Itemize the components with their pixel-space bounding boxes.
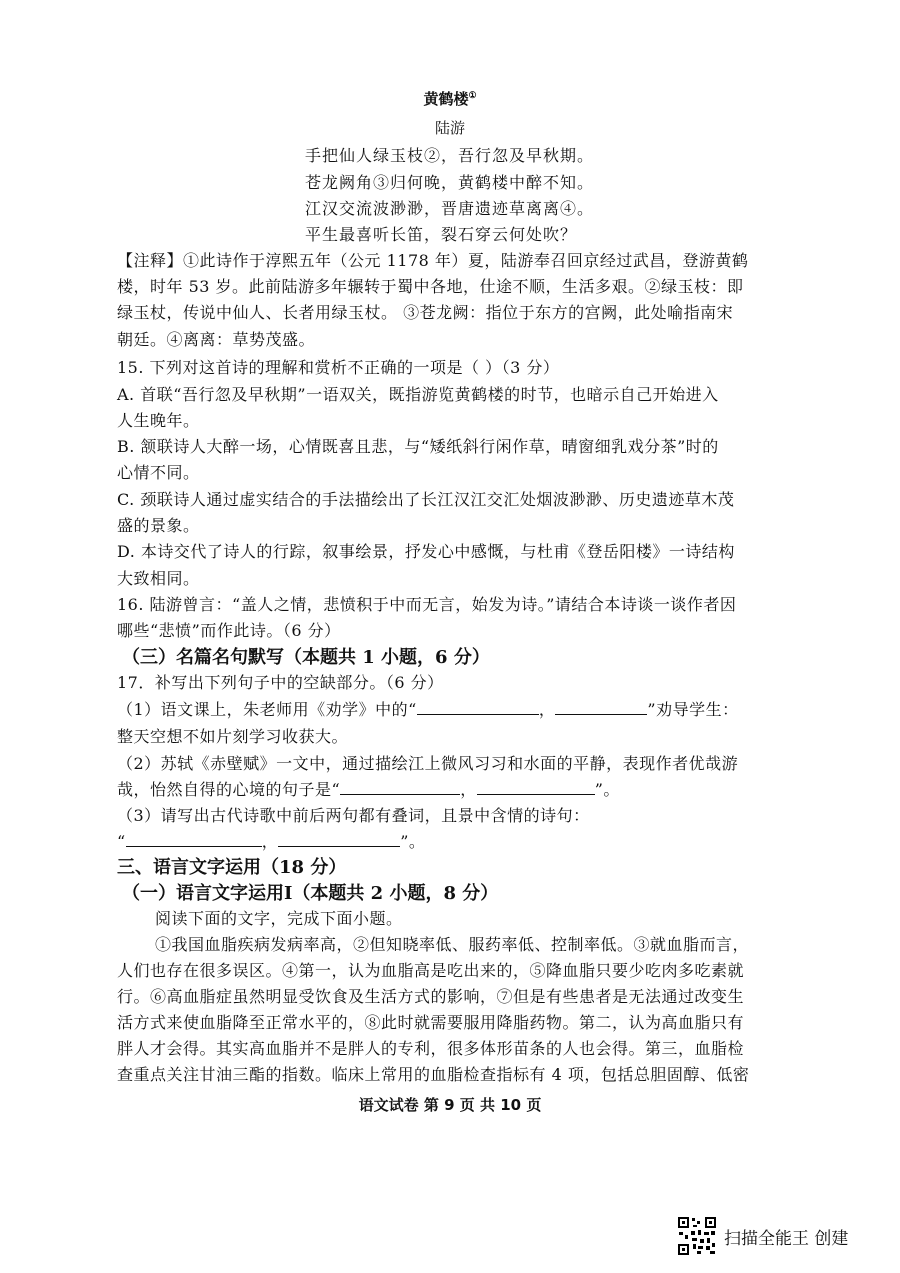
q17-p1-sep: ，: [538, 700, 556, 719]
q17-part2: （2）苏轼《赤壁赋》一文中，通过描绘江上微风习习和水面的平静，表现作者优哉游: [117, 754, 739, 773]
answer-blank[interactable]: [126, 831, 262, 847]
q15-option: 心情不同。: [117, 463, 200, 482]
q17-part1: [117, 697, 739, 720]
passage-line: 查重点关注甘油三酯的指数。临床上常用的血脂检查指标有 4 项，包括总胆固醇、低密: [117, 1065, 750, 1084]
q16-line: 哪些“悲愤”而作此诗。（6 分）: [117, 621, 341, 640]
q17-p2-text: 哉，怡然自得的心境的句子是“: [117, 780, 341, 799]
q17-part3: （3）请写出古代诗歌中前后两句都有叠词，且景中含情的诗句：: [117, 806, 590, 825]
q17-p1-text-end: ”劝导学生：: [647, 700, 739, 719]
q15-option: 大致相同。: [117, 569, 200, 588]
poem-line: 苍龙阙角③归何晚，黄鹤楼中醉不知。: [305, 173, 595, 192]
passage-line: 人们也存在很多误区。④第一，认为血脂高是吃出来的，⑤降血脂只要少吃肉多吃素就: [117, 961, 745, 980]
note-line: 朝廷。④离离：草势茂盛。: [117, 330, 316, 349]
q15-option: A. 首联“吾行忽及早秋期”一语双关，既指游览黄鹤楼的时节，也暗示自己开始进入: [117, 385, 719, 404]
answer-blank[interactable]: [340, 779, 460, 795]
q15-option: 盛的景象。: [117, 516, 200, 535]
q17-p2-text-end: ”。: [594, 780, 620, 799]
section-heading-recitation: （三）名篇名句默写（本题共 1 小题，6 分）: [122, 647, 490, 668]
note-line: 绿玉杖，传说中仙人、长者用绿玉杖。 ③苍龙阙：指位于东方的宫阙，此处喻指南宋: [117, 303, 734, 322]
q15-option: C. 颈联诗人通过虚实结合的手法描绘出了长江汉江交汇处烟波渺渺、历史遗迹草木茂: [117, 490, 735, 509]
q17-p2-sep: ，: [460, 780, 477, 799]
reading-instruction: 阅读下面的文字，完成下面小题。: [155, 909, 403, 928]
q17-part1-cont: 整天空想不如片刻学习收获大。: [117, 727, 349, 746]
poem-author: 陆游: [434, 119, 465, 137]
q17-p3-sep: ，: [261, 832, 279, 851]
q17-p1-text: （1）语文课上，朱老师用《劝学》中的“: [117, 700, 417, 719]
q15-stem: 15. 下列对这首诗的理解和赏析不正确的一项是（ ）（3 分）: [117, 358, 560, 377]
answer-blank[interactable]: [278, 831, 400, 847]
answer-blank[interactable]: [477, 779, 595, 795]
poem-title-note: ①: [468, 91, 477, 101]
poem-line: 江汉交流波渺渺，晋唐遗迹草离离④。: [305, 199, 595, 218]
q17-part2-cont: [117, 777, 620, 800]
q17-p3-open: “: [117, 832, 126, 851]
q17-stem: 17．补写出下列句子中的空缺部分。（6 分）: [117, 673, 444, 692]
q15-option: B. 颔联诗人大醉一场，心情既喜且悲，与“矮纸斜行闲作草，晴窗细乳戏分茶”时的: [117, 437, 719, 456]
passage-line: ①我国血脂疾病发病率高，②但知晓率低、服药率低、控制率低。③就血脂而言，: [155, 935, 750, 954]
answer-blank[interactable]: [555, 699, 647, 715]
qr-code-icon: [677, 1216, 717, 1256]
poem-title: [0, 88, 900, 109]
q15-option: D. 本诗交代了诗人的行踪，叙事绘景，抒发心中感慨，与杜甫《登岳阳楼》一诗结构: [117, 542, 735, 561]
q16-line: 16. 陆游曾言：“盖人之情，悲愤积于中而无言，始发为诗。”请结合本诗谈一谈作者因: [117, 595, 737, 614]
section-heading-language-1: （一）语言文字运用Ⅰ（本题共 2 小题，8 分）: [122, 883, 499, 904]
note-line: 楼，时年 53 岁。此前陆游多年辗转于蜀中各地，仕途不顺，生活多艰。②绿玉枝：即: [117, 277, 744, 296]
answer-blank[interactable]: [417, 699, 539, 715]
q17-p3-close: ”。: [400, 832, 426, 851]
scanner-watermark: 扫描全能王 创建: [724, 1229, 849, 1249]
poem-line: 手把仙人绿玉枝②，吾行忽及早秋期。: [305, 146, 595, 165]
passage-line: 活方式来使血脂降至正常水平的，⑧此时就需要服用降脂药物。第二，认为高血脂只有: [117, 1013, 745, 1032]
note-line: 【注释】①此诗作于淳熙五年（公元 1178 年）夏，陆游奉召回京经过武昌，登游黄鹤: [117, 251, 749, 270]
passage-line: 胖人才会得。其实高血脂并不是胖人的专利，很多体形苗条的人也会得。第三，血脂检: [117, 1039, 745, 1058]
part-heading-language: 三、语言文字运用（18 分）: [117, 857, 347, 878]
page-footer: 语文试卷 第 9 页 共 10 页: [358, 1096, 542, 1114]
q15-option: 人生晚年。: [117, 411, 200, 430]
poem-title-text: 黄鹤楼: [423, 90, 469, 108]
passage-line: 行。⑥高血脂症虽然明显受饮食及生活方式的影响，⑦但是有些患者是无法通过改变生: [117, 987, 745, 1006]
q17-part3-cont: [117, 829, 425, 852]
poem-line: 平生最喜听长笛，裂石穿云何处吹？: [305, 225, 578, 244]
